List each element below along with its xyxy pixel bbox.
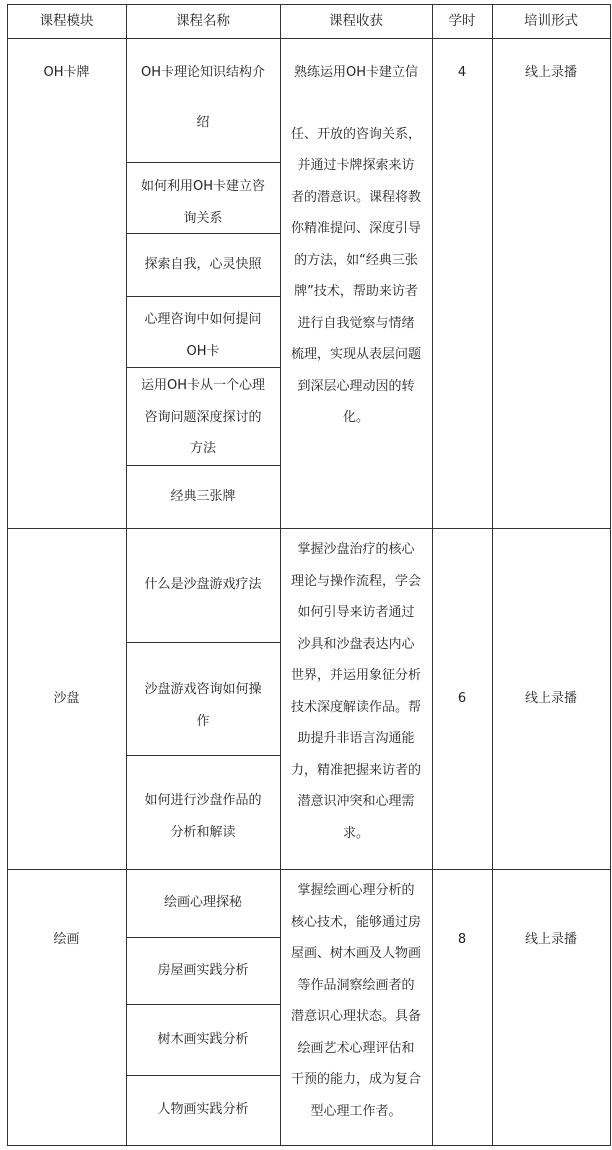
rule: [126, 755, 280, 756]
module-sand: 沙盘: [53, 690, 80, 706]
gain-oh: 熟练运用OH卡建立信 任、开放的咨询关系， 并通过卡牌探索来访 者的潜意识。课程将教 你精准提问、深度引导 的方法，如“经典三张 牌”技术，帮助来访者 进行自我觉察与情绪 梳理，实现从表层问题 到深层心理动因的转 化。: [290, 65, 421, 425]
course-oh-6: 经典三张牌: [170, 488, 236, 504]
course-sand-1: 什么是沙盘游戏疗法: [144, 577, 262, 592]
rule: [126, 162, 280, 163]
rule: [610, 4, 611, 1145]
course-draw-4: 人物画实践分析: [157, 1102, 249, 1117]
header-course: 课程名称: [176, 13, 230, 29]
header-module: 课程模块: [39, 13, 94, 29]
course-sand-2: 沙盘游戏咨询如何操 作: [144, 682, 262, 729]
format-draw: 线上录播: [524, 932, 577, 947]
course-oh-1-line-1: OH卡理论知识结构介: [140, 65, 265, 80]
rule: [7, 869, 611, 870]
course-draw-1: 绘画心理探秘: [163, 895, 242, 910]
rule: [126, 642, 280, 643]
header-format: 培训形式: [524, 13, 578, 29]
rule: [126, 296, 280, 297]
module-draw: 绘画: [53, 932, 80, 947]
course-oh-4: 心理咨询中如何提问 OH卡: [144, 312, 262, 359]
hours-oh: 4: [457, 65, 467, 80]
hours-sand: 6: [457, 690, 467, 706]
format-oh: 线上录播: [524, 65, 577, 80]
rule: [7, 1145, 611, 1146]
hours-draw: 8: [457, 932, 467, 947]
course-oh-2: 如何利用OH卡建立咨 询关系: [140, 179, 265, 226]
gain-draw: 掌握绘画心理分析的 核心技术，能够通过房 屋画、树木画及人物画 等作品洞察绘画者的 潜意识心理状态。具备 绘画艺术心理评估和 干预的能力，成为复合 型心理工作者。: [290, 883, 421, 1119]
course-draw-2: 房屋画实践分析: [157, 962, 249, 978]
module-oh: OH卡牌: [43, 65, 90, 80]
header-gain: 课程收获: [329, 13, 383, 29]
course-oh-1-line-2: 绍: [196, 115, 210, 130]
rule: [7, 38, 611, 39]
format-sand: 线上录播: [524, 690, 577, 706]
rule: [126, 367, 280, 368]
course-oh-3: 探索自我，心灵快照: [144, 256, 262, 272]
gain-sand: 掌握沙盘治疗的核心 理论与操作流程，学会 如何引导来访者通过 沙具和沙盘表达内心 世界，并运用象征分析 技术深度解读作品。帮 助提升非语言沟通能 力，精准把握来访者的 潜意识冲突和心理需 求。: [290, 542, 421, 841]
header-hours: 学时: [448, 13, 476, 29]
course-oh-5: 运用OH卡从一个心理 咨询问题深度探讨的 方法: [140, 378, 265, 456]
course-draw-3: 树木画实践分析: [157, 1031, 249, 1047]
course-sand-3: 如何进行沙盘作品的 分析和解读: [144, 793, 262, 840]
